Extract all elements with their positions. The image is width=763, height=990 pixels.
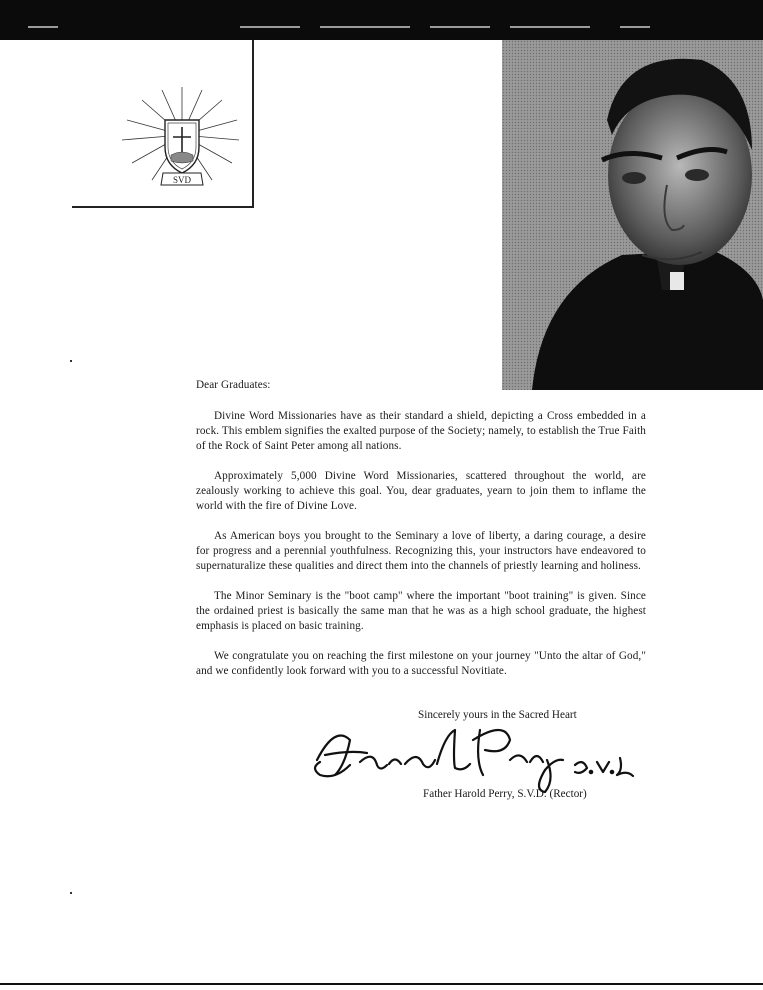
scan-streak	[240, 26, 300, 28]
scan-streak	[28, 26, 58, 28]
radiant-shield-cross-icon	[117, 85, 242, 195]
emblem-frame	[72, 40, 254, 208]
scan-speck	[70, 892, 72, 894]
letter-paragraph: As American boys you brought to the Seminary a love of liberty, a daring courage, a desire for progress and a perennial youthfulness. Recognizing this, your instructors have endeavored to supernaturalize these qualities and direct them into the channels of priestly learning and holiness.	[196, 530, 646, 572]
salutation: Dear Graduates:	[196, 379, 271, 391]
portrait-photo	[502, 40, 763, 390]
letter-paragraph: Divine Word Missionaries have as their standard a shield, depicting a Cross embedded in a rock. This emblem signifies the exalted purpose of the Society; namely, to establish the True Faith of the Rock of Saint Peter among all nations.	[196, 410, 646, 452]
bottom-rule	[0, 983, 763, 985]
scan-streak	[320, 26, 410, 28]
emblem-banner-text: SVD	[172, 175, 192, 185]
letter-paragraph: Approximately 5,000 Divine Word Missionaries, scattered throughout the world, are zealously working to achieve this goal. You, dear graduates, yearn to join them to inflame the world with the fire of Divine Love.	[196, 470, 646, 512]
scan-streak	[620, 26, 650, 28]
scan-streak	[430, 26, 490, 28]
signer-name: Father Harold Perry, S.V.D. (Rector)	[423, 788, 587, 800]
scan-speck	[70, 360, 72, 362]
scan-streak	[510, 26, 590, 28]
letter-paragraph: The Minor Seminary is the "boot camp" where the important "boot training" is given. Since the ordained priest is basically the same man that he was as a high school graduate, the highest emphasis is placed on basic training.	[196, 590, 646, 632]
top-black-band	[0, 0, 763, 40]
letter-body	[196, 378, 646, 694]
letter-paragraph: We congratulate you on reaching the first milestone on your journey "Unto the altar of God," and we confidently look forward with you to a successful Novitiate.	[196, 650, 646, 677]
closing-line: Sincerely yours in the Sacred Heart	[418, 709, 577, 721]
